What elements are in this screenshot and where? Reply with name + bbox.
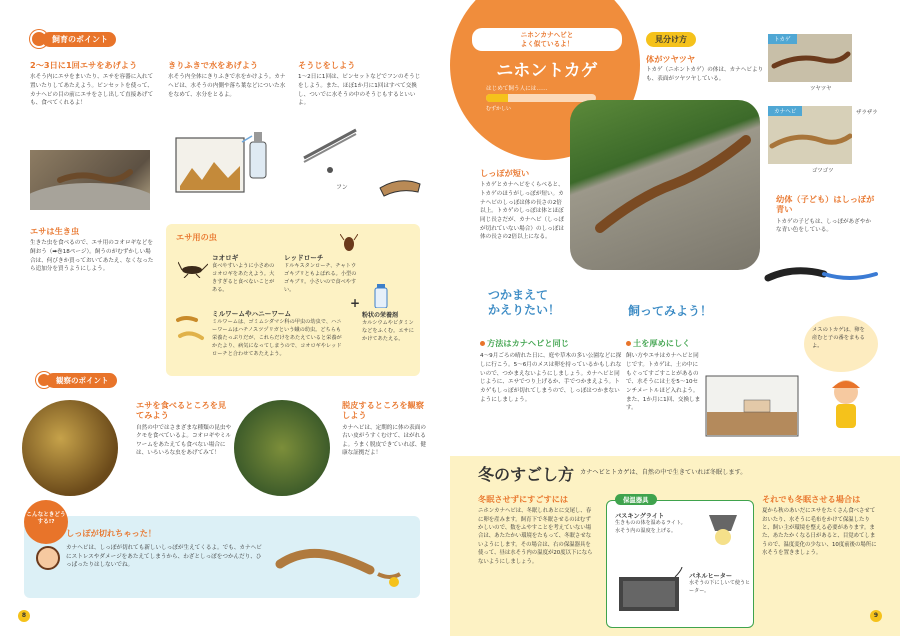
speech-bubble <box>804 316 878 372</box>
cricket-icon <box>178 260 208 278</box>
tank-and-sprayer-icon <box>172 118 282 196</box>
heater-box <box>606 496 754 628</box>
shedding-section <box>342 400 426 458</box>
feed-title: 2～3日に1回エサをあげよう <box>30 60 138 70</box>
worm-text <box>212 308 346 358</box>
feed-section <box>30 60 156 108</box>
kid-avatar <box>36 546 60 570</box>
worm-body: ミルワームは、ゴミムシダマシ科の甲虫の幼虫で、ハニーワームはハチノスツヅリガという蛾の幼虫。どちらも栄養たっぷりだが、これらだけをあたえていると栄養がかたより、病気になってしまうので、コオロギやレッドローチと合わせてあたえよう。 <box>212 319 342 358</box>
mist-illustration <box>172 118 282 196</box>
identify-label: 見分け方 <box>646 32 696 47</box>
care-badge-label: 飼育のポイント <box>42 32 116 47</box>
soil-tank-icon <box>704 372 800 440</box>
basking-light-body: 生きものの体を温めるライト。水そう内の温度を上げる。 <box>615 520 686 534</box>
tank-illustration <box>704 372 800 440</box>
no-hibernation-title: 冬眠させずにすごすには <box>478 494 569 504</box>
calcium-name: 粉状の栄養剤 <box>362 312 399 319</box>
shedding-photo <box>234 400 330 496</box>
roach-name: レッドローチ <box>284 254 324 262</box>
kanahebi-note-bumpy: ゴツゴツ <box>812 168 834 174</box>
tail-tip-title: しっぽが切れちゃった！ <box>66 528 157 538</box>
tweezers-and-lizard-icon <box>300 118 424 206</box>
right-page <box>450 0 900 636</box>
worm-name: ミルワームやハニーワーム <box>212 310 292 318</box>
catch-bullet-icon <box>480 341 485 346</box>
kanahebi-note-rough: ザラザラ <box>856 110 878 116</box>
difficulty-label: はじめて飼う人には…… <box>486 86 548 92</box>
catch-heading: つかまえて かえりたい！ <box>488 288 561 317</box>
panel-heater-icon <box>615 567 685 617</box>
winter-title: 冬のすごし方 <box>478 465 575 484</box>
insects-box <box>166 224 420 376</box>
roach-icon <box>340 234 358 252</box>
juvenile-section <box>776 194 876 235</box>
hibernation-body: 夏から秋のあいだにエサをたくさん食べさせておいたり、水そうに毛布をかけて保温したりと、飼い主が環境を整える必要があります。また、あたたかくなる日があると、目覚めてしまうので、温度変化の少ない、10度前後の場所に水そうを置きましょう。 <box>762 508 877 557</box>
live-food-body: 生きた虫を食べるので、エサ用のコオロギなどを飼おう（➡巻18ページ）。飼うのがむずかしい場合は、何びきか買っておいてあたえ、なくなったら追加分を買うようにしよう。 <box>30 240 154 273</box>
tail-tip-body: カナヘビは、しっぽが切れても新しいしっぽが生えてくるよ。でも、カナヘビにストレスやダメージをあたえてしまうから、わざとしっぽをつかんだり、ひっぱったりはしないでね。 <box>66 545 262 569</box>
cricket-body: 食べやすいように小さめのコオロギをあたえよう。大きすぎると食べないことがある。 <box>212 263 275 294</box>
eating-title: エサを食べるところを見てみよう <box>136 400 227 421</box>
tokage-on-stone-image <box>570 100 760 270</box>
kanahebi-tag: カナヘビ <box>768 106 802 116</box>
basking-light-name: バスキングライト <box>615 513 665 520</box>
tip-label <box>24 500 68 544</box>
live-food-section <box>30 226 156 274</box>
keep-body: 飼い方やエサはカナヘビと同じです。トカゲは、土の中にもぐってすごすことがあるので、水そうには土を5～10センチメートルほど入れよう。また、1か月に1回、交換します。 <box>626 353 701 412</box>
species-subtitle: ニホンカナヘビと よく似ているよ！ <box>472 28 622 51</box>
kanahebi-compare-photo <box>768 106 852 164</box>
no-hibernation-section <box>478 494 596 566</box>
basking-light-text <box>615 511 689 536</box>
tail-short-section <box>480 168 564 242</box>
roach-text <box>284 252 360 294</box>
difficulty-bar <box>486 94 596 102</box>
heater-box-label: 保温器具 <box>615 494 657 505</box>
roach-body: ドルキスタンローチ、チャトウゴキブリともよばれる。小型のゴキブリ。小さいので食べやすい。 <box>284 263 357 294</box>
catch-title: 方法はカナヘビと同じ <box>480 338 622 348</box>
cricket-name: コオロギ <box>212 254 239 262</box>
page-number-left: 8 <box>18 610 30 622</box>
keep-bullet-icon <box>626 341 631 346</box>
shedding-title: 脱皮するところを観察しよう <box>342 400 424 421</box>
keep-heading: 飼ってみよう！ <box>628 304 713 318</box>
hibernation-section <box>762 494 880 558</box>
basking-light-icon <box>703 509 743 549</box>
no-hibernation-body: ニホンカナヘビは、冬眠しれあとに交尾し、春に卵を産みます。飼育下で冬眠させるのはむずかしいので、数をふやすことを考えていない場合は、あたたかい環境をたもって、冬眠させないようにします。その場合は、右の保温器具を使って、昼は水そう内の温度が20度以下にならないようにしましょう。 <box>478 508 593 565</box>
clean-title: そうじをしよう <box>298 60 356 70</box>
girl-avatar <box>828 376 864 432</box>
tail-short-body: トカゲとカナヘビをくらべると、トカゲのほうがしっぽが短い。カナヘビのしっぽは体の長さの2倍以上。トカゲのしっぽは体とほぼ同じ長さだが、カナヘビ（しっぽが切れていない場合）のしっぽは体の長さの2倍以上になる。 <box>480 182 564 241</box>
worm-icon <box>176 312 206 348</box>
keep-title: 土を厚めにしく <box>626 338 702 348</box>
eating-body: 自然の中ではさまざまな種類の昆虫やクモを食べているよ。コオロギやミルワームをあたえても食べない場合には、いろいろな虫をあげてみて！ <box>136 424 232 457</box>
winter-subtitle: カナヘビとトカゲは、自然の中で生きていれば冬眠します。 <box>580 469 747 476</box>
page-number-right: 9 <box>870 610 882 622</box>
clean-illustration <box>300 118 424 206</box>
panel-heater-name: パネルヒーター <box>689 573 733 580</box>
insects-title: エサ用の虫 <box>176 232 217 242</box>
eating-section <box>136 400 232 458</box>
clean-body: 1～2日に1回は、ピンセットなどでフンのそうじをしよう。また、ほぼ1か月に1回はすべて交換し、ついでに水そうの中のそうじもするといいよ。 <box>298 74 421 107</box>
eating-photo <box>22 400 118 496</box>
shedding-body: カナヘビは、定期的に体の表面の古い皮がうすくむけて、はがれるよ。うまく脱皮できていれば、健康な証拠だよ！ <box>342 424 426 457</box>
tail-tip-box <box>24 516 420 598</box>
poop-label: フン <box>336 184 348 191</box>
difficulty-scale: むずかしい <box>486 106 512 112</box>
tokage-note: ツヤツヤ <box>810 86 832 92</box>
winter-box <box>450 456 900 636</box>
observe-badge-label: 観察のポイント <box>46 373 117 388</box>
hibernation-title: それでも冬眠させる場合は <box>762 494 861 504</box>
panel-heater-text <box>689 571 751 596</box>
tokage-tag: トカゲ <box>768 34 797 44</box>
difficulty-fill <box>486 94 508 102</box>
calcium-bottle-icon <box>374 284 388 308</box>
cricket-text <box>212 252 278 294</box>
shiny-title: 体がツヤツヤ <box>646 54 696 64</box>
mist-body: 水そう内全体にきりふきで水をかけよう。カナヘビは、水そうの内側や落ち葉などについた水をなめて、水分をとるよ。 <box>168 74 286 98</box>
tokage-main-photo <box>570 100 760 270</box>
keep-section <box>626 338 702 413</box>
juvenile-body: トカゲの子どもは、しっぽがあざやかな青い色をしている。 <box>776 218 871 234</box>
shiny-body: トカゲ（ニホントカゲ）の体は、カナヘビよりも、表面がツヤツヤしている。 <box>646 67 764 82</box>
live-food-title: エサは生き虫 <box>30 226 80 236</box>
species-title: ニホントカゲ <box>496 61 598 81</box>
tail-short-title: しっぽが短い <box>480 168 530 178</box>
calcium-body: カルシウムやビタミンなどをふくむ。エサにかけてあたえる。 <box>362 320 414 343</box>
broken-tail-lizard-icon <box>274 534 406 590</box>
juvenile-title: 幼体（子ども）はしっぽが青い <box>776 194 875 215</box>
catch-body: 4～9月ごろの晴れた日に、庭や草木の多い公園などに探しに行こう。5～6月のメスは卵を持っているかもしれないので、つかまえないようにしましょう。カナヘビと同じように、エサでつり上げるか、手でつかまえよう。トカゲもしっぽが切れてしまうので、しっぽはつかまないようにしましょう。 <box>480 353 622 403</box>
catch-section <box>480 338 622 404</box>
calcium-text <box>362 310 416 343</box>
speech-bubble-text: メスのトカゲは、卵を産むと子の番をまもるよ。 <box>812 327 865 350</box>
mist-section <box>168 60 286 99</box>
panel-heater-body: 水そうの下にしいて使うヒーター。 <box>689 580 751 594</box>
clean-section <box>298 60 422 108</box>
identify-section <box>646 54 766 84</box>
tip-label-text: こんなときどうする!? <box>26 512 66 526</box>
lizard-on-rock-image <box>30 150 150 210</box>
mist-title: きりふきで水をあげよう <box>168 60 259 70</box>
feeding-photo <box>30 150 150 210</box>
tokage-compare-photo <box>768 34 852 82</box>
juvenile-lizard-icon <box>764 256 880 296</box>
feed-body: 水そう内にエサをまいたり、エサを容器に入れて置いたりしてあたえよう。ピンセットを使って、カナヘビの目の前にエサをさし出して直接あげても、食べてくれるよ！ <box>30 74 154 107</box>
plus-sign: + <box>350 296 361 310</box>
